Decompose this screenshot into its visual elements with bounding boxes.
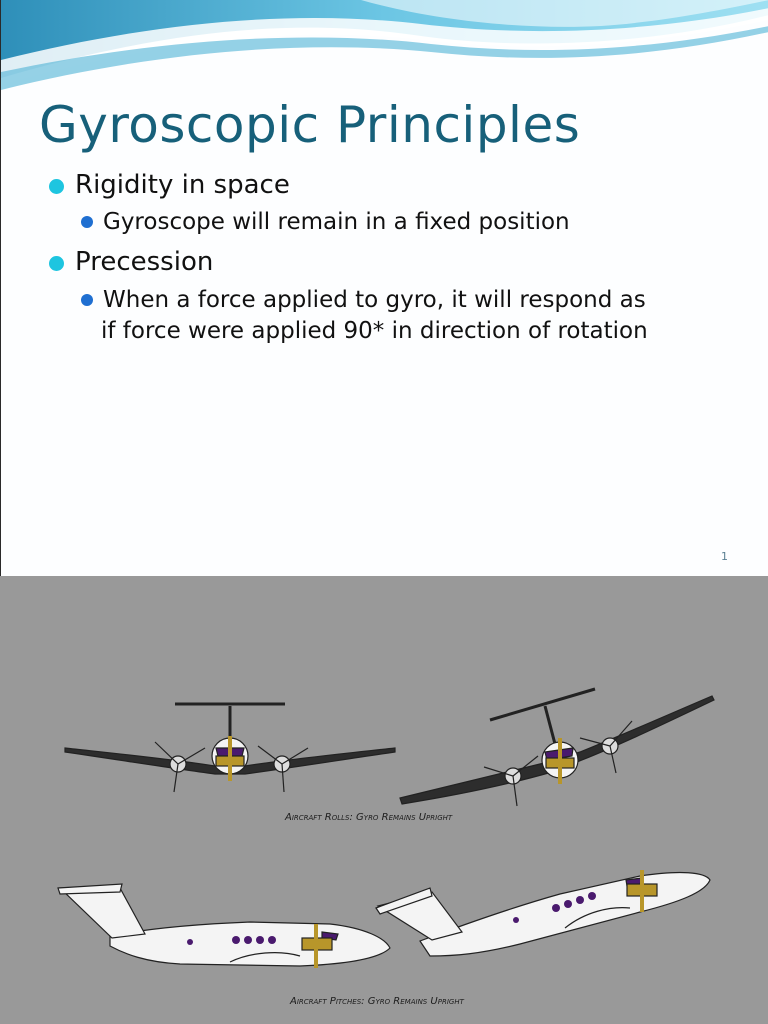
sub-bullet-dot-icon xyxy=(81,216,93,228)
aircraft-front-level xyxy=(65,704,395,792)
sub-bullet-continuation: if force were applied 90* in direction of rotation xyxy=(101,318,648,344)
page-number: 1 xyxy=(721,550,728,563)
aircraft-front-rolled xyxy=(400,689,714,806)
sub-bullet-dot-icon xyxy=(81,294,93,306)
aircraft-illustration xyxy=(0,576,768,1024)
bullet-text: Precession xyxy=(75,247,214,277)
bullet-dot-icon xyxy=(49,256,64,271)
sub-bullet-text: When a force applied to gyro, it will respond as xyxy=(103,287,646,313)
caption-roll: Aircraft Rolls: Gyro Remains Upright xyxy=(285,812,453,823)
caption-pitch: Aircraft Pitches: Gyro Remains Upright xyxy=(290,996,464,1007)
header-wave-graphic xyxy=(1,0,768,95)
bullet-dot-icon xyxy=(49,179,64,194)
sub-bullet-text: Gyroscope will remain in a fixed position xyxy=(103,209,570,235)
aircraft-side-level xyxy=(58,884,390,968)
slide-title: Gyroscopic Principles xyxy=(39,96,581,154)
bullet-text: Rigidity in space xyxy=(75,170,290,200)
aircraft-side-pitched xyxy=(376,870,710,956)
gyro-aircraft-diagram xyxy=(0,576,768,1024)
